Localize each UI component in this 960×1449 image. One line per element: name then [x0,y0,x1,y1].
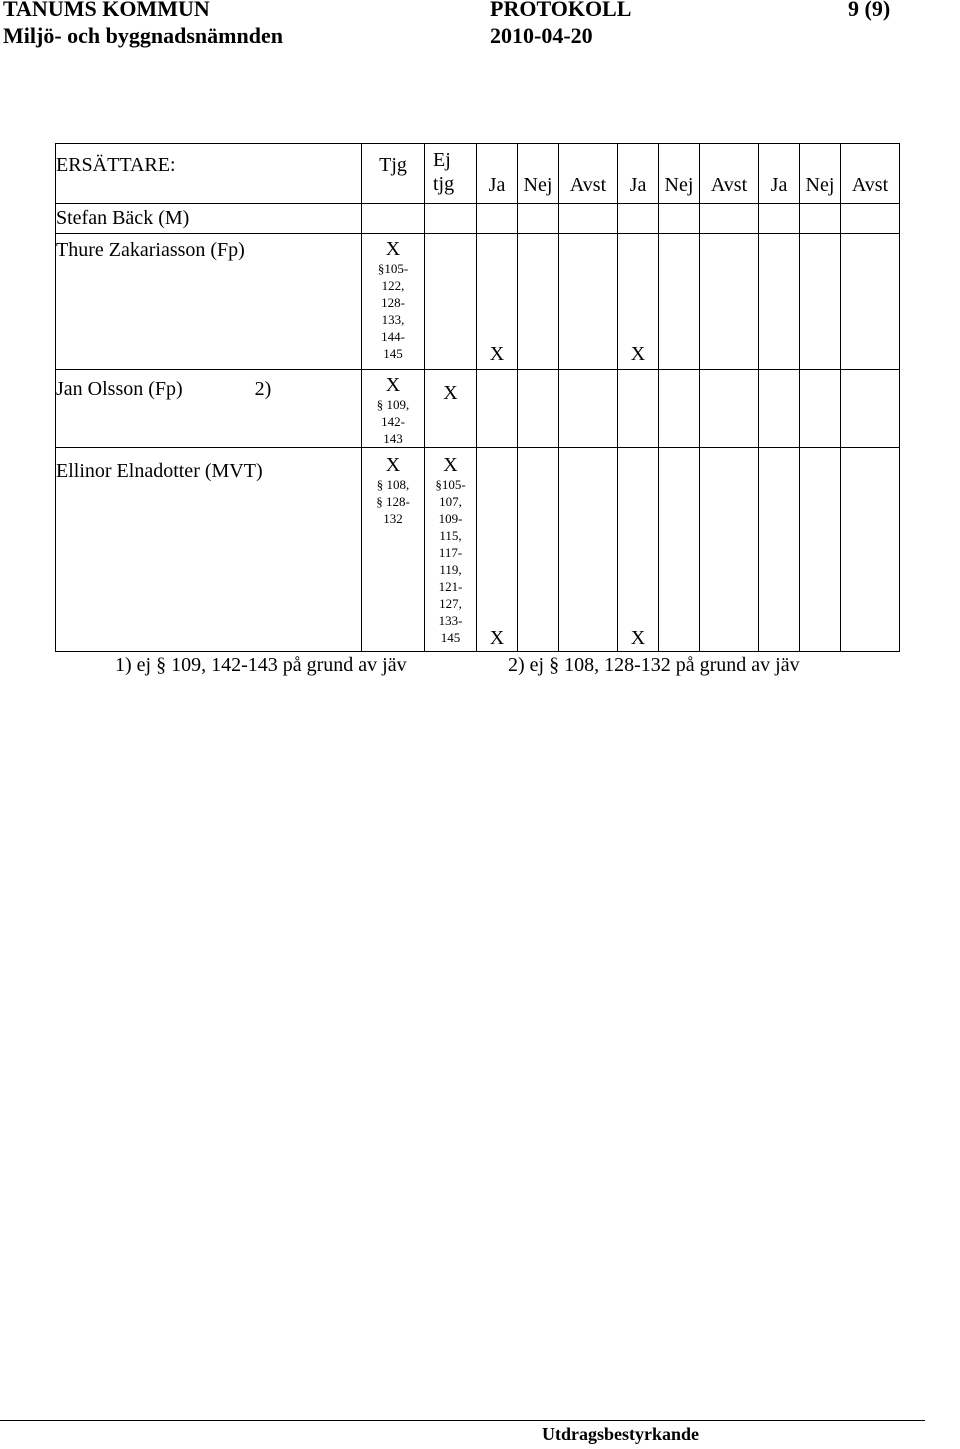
member-name: Jan Olsson (Fp) [56,378,183,400]
signature-line [0,1420,925,1421]
table-row [56,448,900,652]
committee-name: Miljö- och byggnadsnämnden [3,23,283,48]
footnote-2: 2) ej § 108, 128-132 på grund av jäv [508,654,800,676]
table-header-row [56,144,900,204]
tjg-mark: X [385,454,401,476]
vote-mark: X [489,627,505,649]
ejtjg-cell [425,370,477,448]
tjg-header: Tjg [362,144,425,204]
section-label-cell [56,144,362,204]
vote-header-avst-2: Avst [700,144,759,204]
vote-mark: X [630,343,646,365]
ejtjg-mark: X [443,454,458,476]
tjg-mark: X [385,238,401,260]
table-row [56,370,900,448]
page-number: 9 (9) [848,0,891,21]
section-label: ERSÄTTARE: [56,154,176,176]
vote-header-avst-3: Avst [841,144,900,204]
member-name: Ellinor Elnadotter (MVT) [56,448,362,652]
tjg-cell: X § 108, § 128- 132 [362,448,425,652]
ejtjg-header: Ej tjg [425,144,477,204]
signature-label: Utdragsbestyrkande [542,1424,700,1444]
member-name: Thure Zakariasson (Fp) [56,234,362,370]
vote-mark: X [489,343,505,365]
vote-header-ja-1: Ja [477,144,518,204]
vote-header-nej-2: Nej [659,144,700,204]
meeting-date: 2010-04-20 [490,23,593,48]
tjg-cell: X § 109, 142- 143 [362,370,425,448]
vote-header-nej-3: Nej [800,144,841,204]
vote-header-ja-3: Ja [759,144,800,204]
footnote-1: 1) ej § 109, 142-143 på grund av jäv [115,654,407,676]
ejtjg-cell: X §105- 107, 109- 115, 117- 119, 121- 127, 133- 145 [425,448,477,652]
tjg-cell: X §105- 122, 128- 133, 144- 145 [362,234,425,370]
vote-mark: X [630,627,646,649]
substitutes-table [55,143,900,652]
vote-header-ja-2: Ja [618,144,659,204]
table-row [56,204,900,234]
vote-header-nej-1: Nej [518,144,559,204]
vote-header-avst-1: Avst [559,144,618,204]
member-name: Stefan Bäck (M) [56,204,362,234]
org-name: TANUMS KOMMUN [3,0,210,21]
table-row [56,234,900,370]
member-note: 2) [254,378,272,400]
doc-type: PROTOKOLL [490,0,632,21]
tjg-mark: X [385,374,401,396]
member-name-cell [56,370,362,448]
ejtjg-mark: X [443,382,458,404]
